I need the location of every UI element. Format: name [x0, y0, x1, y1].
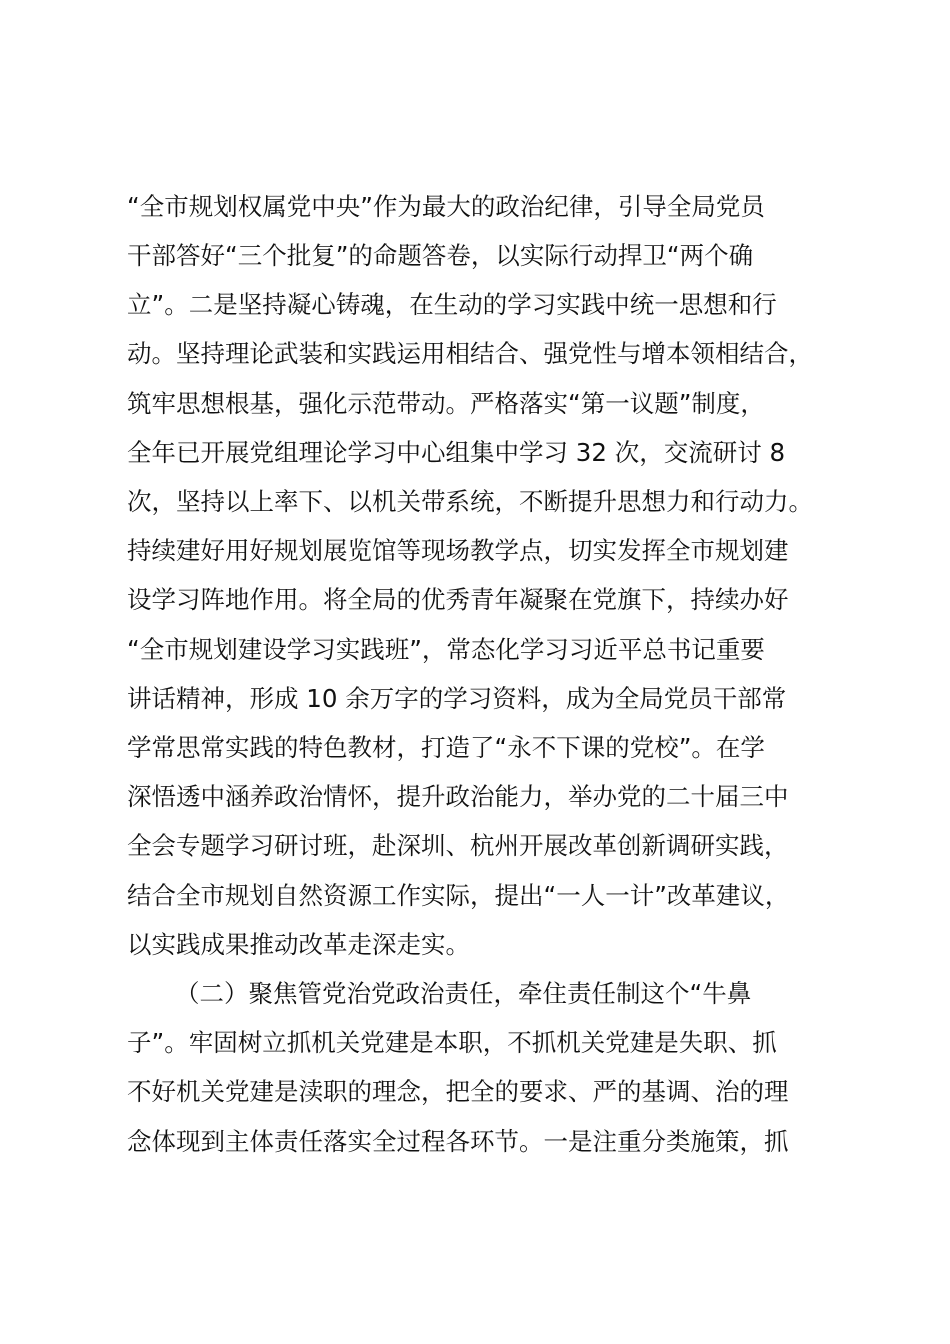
text-line: 设学习阵地作用。将全局的优秀青年凝聚在党旗下，持续办好	[127, 585, 789, 614]
text-line: 不好机关党建是渎职的理念，把全的要求、严的基调、治的理	[127, 1077, 789, 1106]
text-line: 以实践成果推动改革走深走实。	[127, 930, 470, 959]
text-line: 筑牢思想根基，强化示范带动。严格落实“第一议题”制度，	[127, 389, 765, 418]
text-line: 立”。二是坚持凝心铸魂，在生动的学习实践中统一思想和行	[127, 290, 777, 319]
text-line: “全市规划权属党中央”作为最大的政治纪律，引导全局党员	[127, 192, 765, 221]
text-line: 学常思常实践的特色教材，打造了“永不下课的党校”。在学	[127, 733, 765, 762]
text-line: 次，坚持以上率下、以机关带系统，不断提升思想力和行动力。	[127, 487, 813, 516]
text-line: 深悟透中涵养政治情怀，提升政治能力，举办党的二十届三中	[127, 782, 789, 811]
text-line: 子”。牢固树立抓机关党建是本职，不抓机关党建是失职、抓	[127, 1028, 777, 1057]
text-line: 念体现到主体责任落实全过程各环节。一是注重分类施策，抓	[127, 1127, 789, 1156]
text-line: 持续建好用好规划展览馆等现场教学点，切实发挥全市规划建	[127, 536, 789, 565]
text-line: “全市规划建设学习实践班”，常态化学习习近平总书记重要	[127, 635, 765, 664]
text-line: 全会专题学习研讨班，赴深圳、杭州开展改革创新调研实践，	[127, 831, 789, 860]
text-line: 动。坚持理论武装和实践运用相结合、强党性与增本领相结合，	[127, 339, 813, 368]
text-line: 干部答好“三个批复”的命题答卷，以实际行动捍卫“两个确	[127, 241, 754, 270]
text-line: （二）聚焦管党治党政治责任，牵住责任制这个“牛鼻	[175, 979, 752, 1008]
text-line: 全年已开展党组理论学习中心组集中学习 32 次，交流研讨 8	[127, 438, 786, 467]
text-line: 结合全市规划自然资源工作实际，提出“一人一计”改革建议，	[127, 881, 790, 910]
text-line: 讲话精神，形成 10 余万字的学习资料，成为全局党员干部常	[127, 684, 787, 713]
